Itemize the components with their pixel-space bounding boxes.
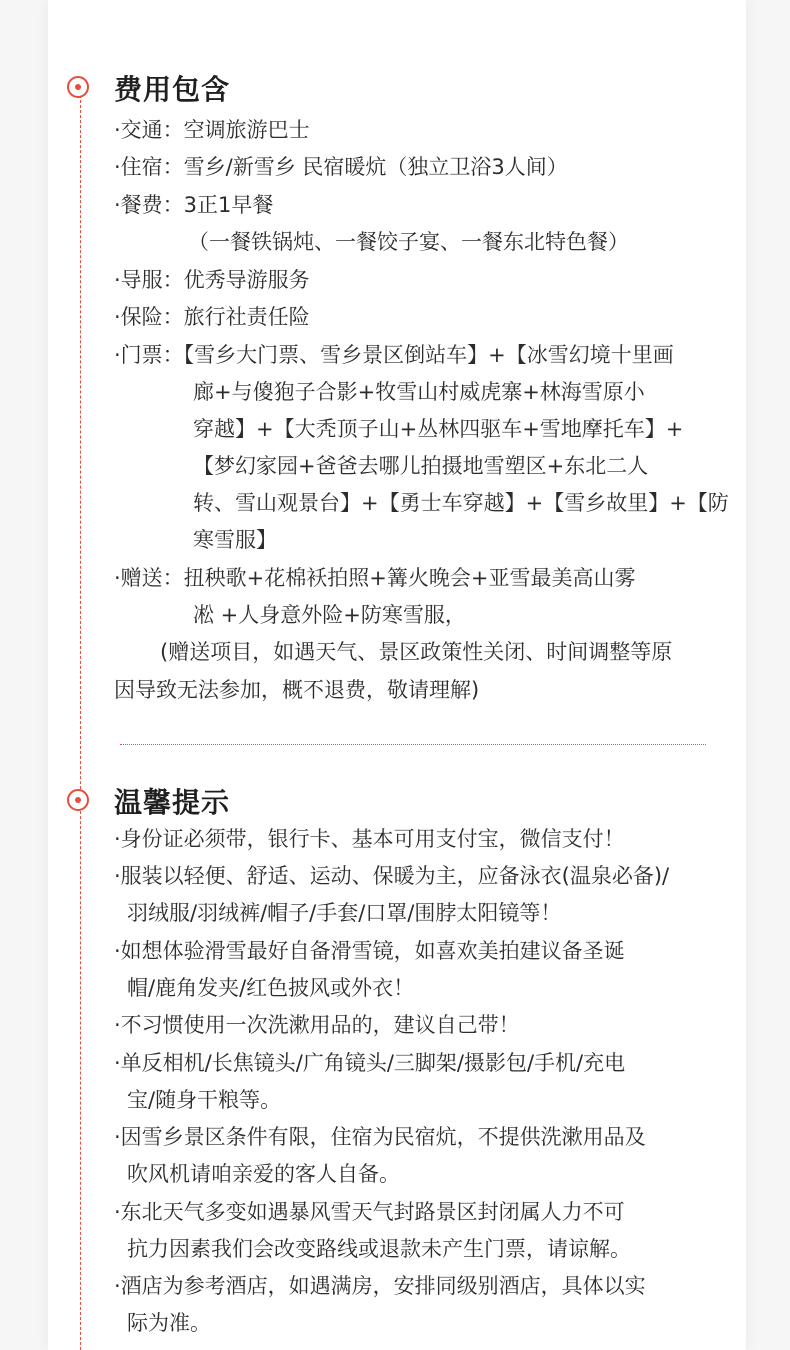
fee-line-meals: ·餐费：3正1早餐 [114, 193, 274, 217]
tip-line-1: ·身份证必须带，银行卡、基本可用支付宝，微信支付！ [114, 827, 625, 851]
fee-line-tickets: ·门票：【雪乡大门票、雪乡景区倒站车】+【冰雪幻境十里画 [114, 343, 674, 367]
tip-line-2: ·服装以轻便、舒适、运动、保暖为主，应备泳衣(温泉必备)/ [114, 864, 670, 888]
fee-line-tickets-2: 廊+与傻狍子合影+牧雪山村威虎寨+林海雪原小 [193, 380, 645, 404]
tip-line-3: ·如想体验滑雪最好自备滑雪镜，如喜欢美拍建议备圣诞 [114, 939, 625, 963]
section-marker-icon [67, 76, 89, 98]
tip-line-5: ·单反相机/长焦镜头/广角镜头/三脚架/摄影包/手机/充电 [114, 1051, 626, 1075]
timeline-line [80, 90, 81, 1350]
section-marker-icon [67, 789, 89, 811]
tip-line-8: ·酒店为参考酒店，如遇满房，安排同级别酒店，具体以实 [114, 1274, 646, 1298]
fee-line-tickets-3: 穿越】+【大秃顶子山+丛林四驱车+雪地摩托车】+ [193, 417, 684, 441]
tip-line-8b: 际为准。 [127, 1311, 211, 1335]
fee-line-gifts-note: (赠送项目，如遇天气、景区政策性关闭、时间调整等原 [160, 640, 673, 664]
fee-line-insurance: ·保险：旅行社责任险 [114, 305, 310, 329]
fee-line-gifts-note-2: 因导致无法参加，概不退费，敬请理解) [114, 678, 480, 702]
tip-line-3b: 帽/鹿角发夹/红色披风或外衣！ [127, 976, 415, 1000]
tip-line-6: ·因雪乡景区条件有限，住宿为民宿炕，不提供洗漱用品及 [114, 1125, 646, 1149]
tip-line-5b: 宝/随身干粮等。 [127, 1088, 282, 1112]
tip-line-2b: 羽绒服/羽绒裤/帽子/手套/口罩/围脖太阳镜等！ [127, 901, 562, 925]
tip-line-4: ·不习惯使用一次洗漱用品的，建议自己带！ [114, 1013, 520, 1037]
fee-line-gifts-2: 凇 +人身意外险+防寒雪服， [193, 603, 466, 627]
section-divider [120, 744, 706, 745]
fee-line-transport: ·交通：空调旅游巴士 [114, 118, 310, 142]
section-title-fees: 费用包含 [114, 73, 231, 106]
tip-line-6b: 吹风机请咱亲爱的客人自备。 [127, 1162, 400, 1186]
tip-line-7b: 抗力因素我们会改变路线或退款未产生门票，请谅解。 [127, 1237, 631, 1261]
section-title-tips: 温馨提示 [114, 786, 231, 819]
fee-line-gifts: ·赠送：扭秧歌+花棉袄拍照+篝火晚会+亚雪最美高山雾 [114, 566, 636, 590]
tip-line-7: ·东北天气多变如遇暴风雪天气封路景区封闭属人力不可 [114, 1200, 625, 1224]
fee-line-tickets-4: 【梦幻家园+爸爸去哪儿拍摄地雪塑区+东北二人 [193, 454, 649, 478]
fee-line-tickets-6: 寒雪服】 [193, 528, 277, 552]
fee-line-lodging: ·住宿：雪乡/新雪乡 民宿暖炕（独立卫浴3人间） [114, 155, 568, 179]
fee-line-tickets-5: 转、雪山观景台】+【勇士车穿越】+【雪乡故里】+【防 [193, 491, 729, 515]
fee-line-meals-detail: （一餐铁锅炖、一餐饺子宴、一餐东北特色餐） [188, 230, 629, 254]
fee-line-guide: ·导服：优秀导游服务 [114, 268, 310, 292]
